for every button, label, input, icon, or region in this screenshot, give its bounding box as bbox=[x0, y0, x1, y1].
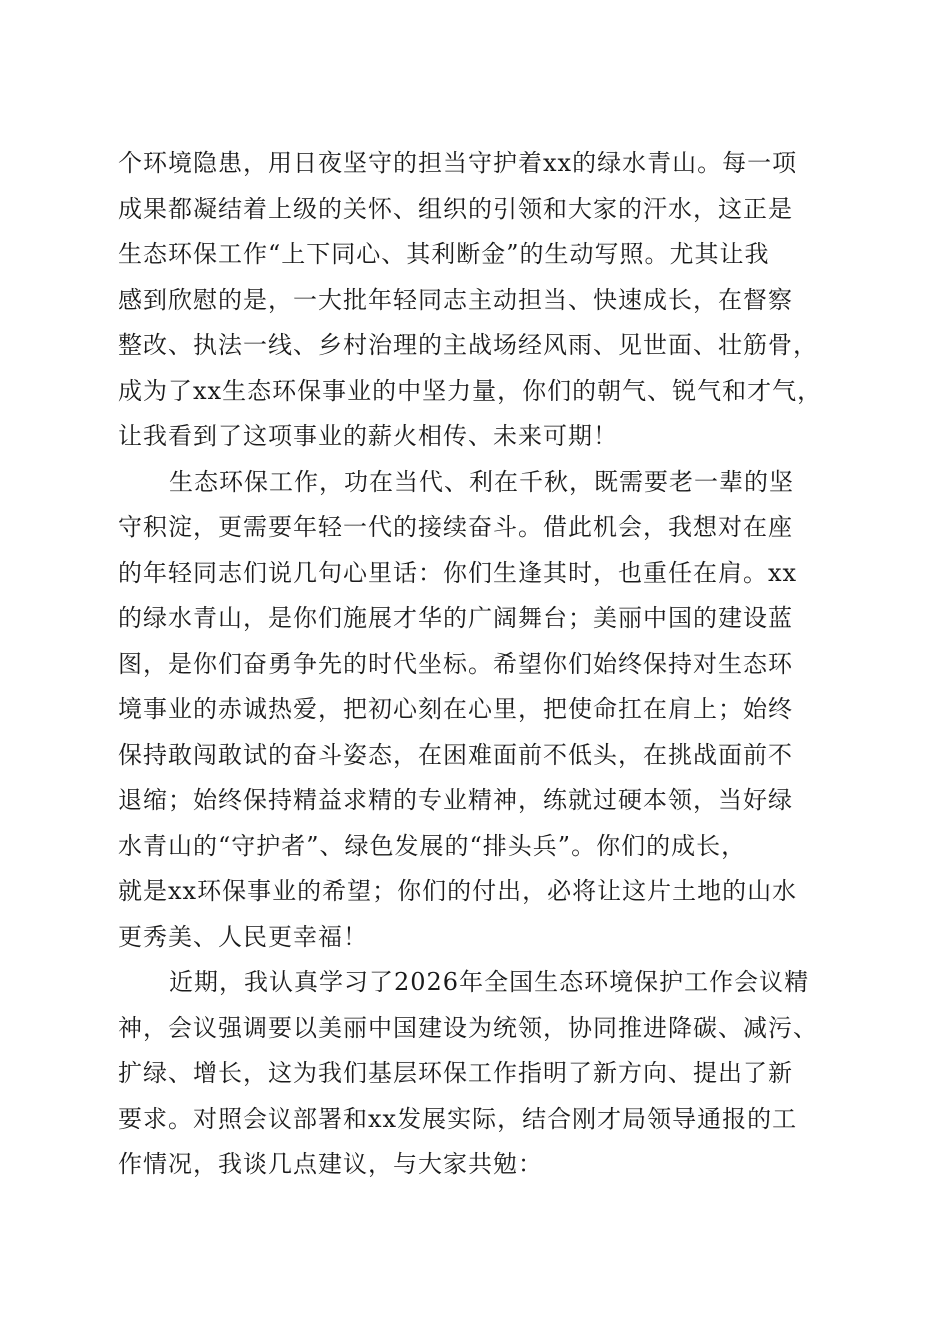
text-line: 让我看到了这项事业的薪火相传、未来可期！ bbox=[118, 422, 618, 450]
text-line: 的绿水青山，是你们施展才华的广阔舞台；美丽中国的建设蓝 bbox=[118, 604, 793, 632]
paragraph-3 bbox=[118, 960, 838, 1188]
text-line: 就是xx环保事业的希望；你们的付出，必将让这片土地的山水 bbox=[118, 877, 798, 905]
paragraph-2 bbox=[118, 460, 838, 961]
text-line: 成为了xx生态环保事业的中坚力量，你们的朝气、锐气和才气， bbox=[118, 376, 823, 405]
text-line: 要求。对照会议部署和xx发展实际，结合刚才局领导通报的工 bbox=[118, 1104, 798, 1133]
text-line: 作情况，我谈几点建议，与大家共勉： bbox=[118, 1150, 543, 1178]
text-line: 感到欣慰的是，一大批年轻同志主动担当、快速成长，在督察 bbox=[118, 285, 793, 314]
text-line: 的年轻同志们说几句心里话：你们生逢其时，也重任在肩。xx bbox=[118, 558, 798, 587]
document-body bbox=[118, 141, 838, 1188]
text-line: 境事业的赤诚热爱，把初心刻在心里，把使命扛在肩上；始终 bbox=[118, 695, 793, 723]
text-line: 图，是你们奋勇争先的时代坐标。希望你们始终保持对生态环 bbox=[118, 649, 793, 678]
text-line: 更秀美、人民更幸福！ bbox=[118, 922, 368, 951]
text-line: 守积淀，更需要年轻一代的接续奋斗。借此机会，我想对在座 bbox=[118, 513, 793, 541]
text-line: 个环境隐患，用日夜坚守的担当守护着xx的绿水青山。每一项 bbox=[118, 149, 798, 177]
text-line: 生态环保工作“上下同心、其利断金”的生动写照。尤其让我 bbox=[118, 240, 770, 268]
text-line: 水青山的“守护者”、绿色发展的“排头兵”。你们的成长， bbox=[118, 831, 747, 860]
paragraph-1 bbox=[118, 141, 838, 460]
text-line: 退缩；始终保持精益求精的专业精神，练就过硬本领，当好绿 bbox=[118, 786, 793, 814]
text-line-first: 生态环保工作，功在当代、利在千秋，既需要老一辈的坚 bbox=[169, 467, 794, 496]
text-line: 保持敢闯敢试的奋斗姿态，在困难面前不低头，在挑战面前不 bbox=[118, 740, 793, 769]
text-line-first: 近期，我认真学习了2026年全国生态环境保护工作会议精 bbox=[169, 968, 810, 996]
text-line: 神，会议强调要以美丽中国建设为统领，协同推进降碳、减污、 bbox=[118, 1013, 818, 1042]
text-line: 扩绿、增长，这为我们基层环保工作指明了新方向、提出了新 bbox=[118, 1059, 793, 1087]
text-line: 整改、执法一线、乡村治理的主战场经风雨、见世面、壮筋骨， bbox=[118, 331, 818, 359]
text-line: 成果都凝结着上级的关怀、组织的引领和大家的汗水，这正是 bbox=[118, 194, 793, 223]
